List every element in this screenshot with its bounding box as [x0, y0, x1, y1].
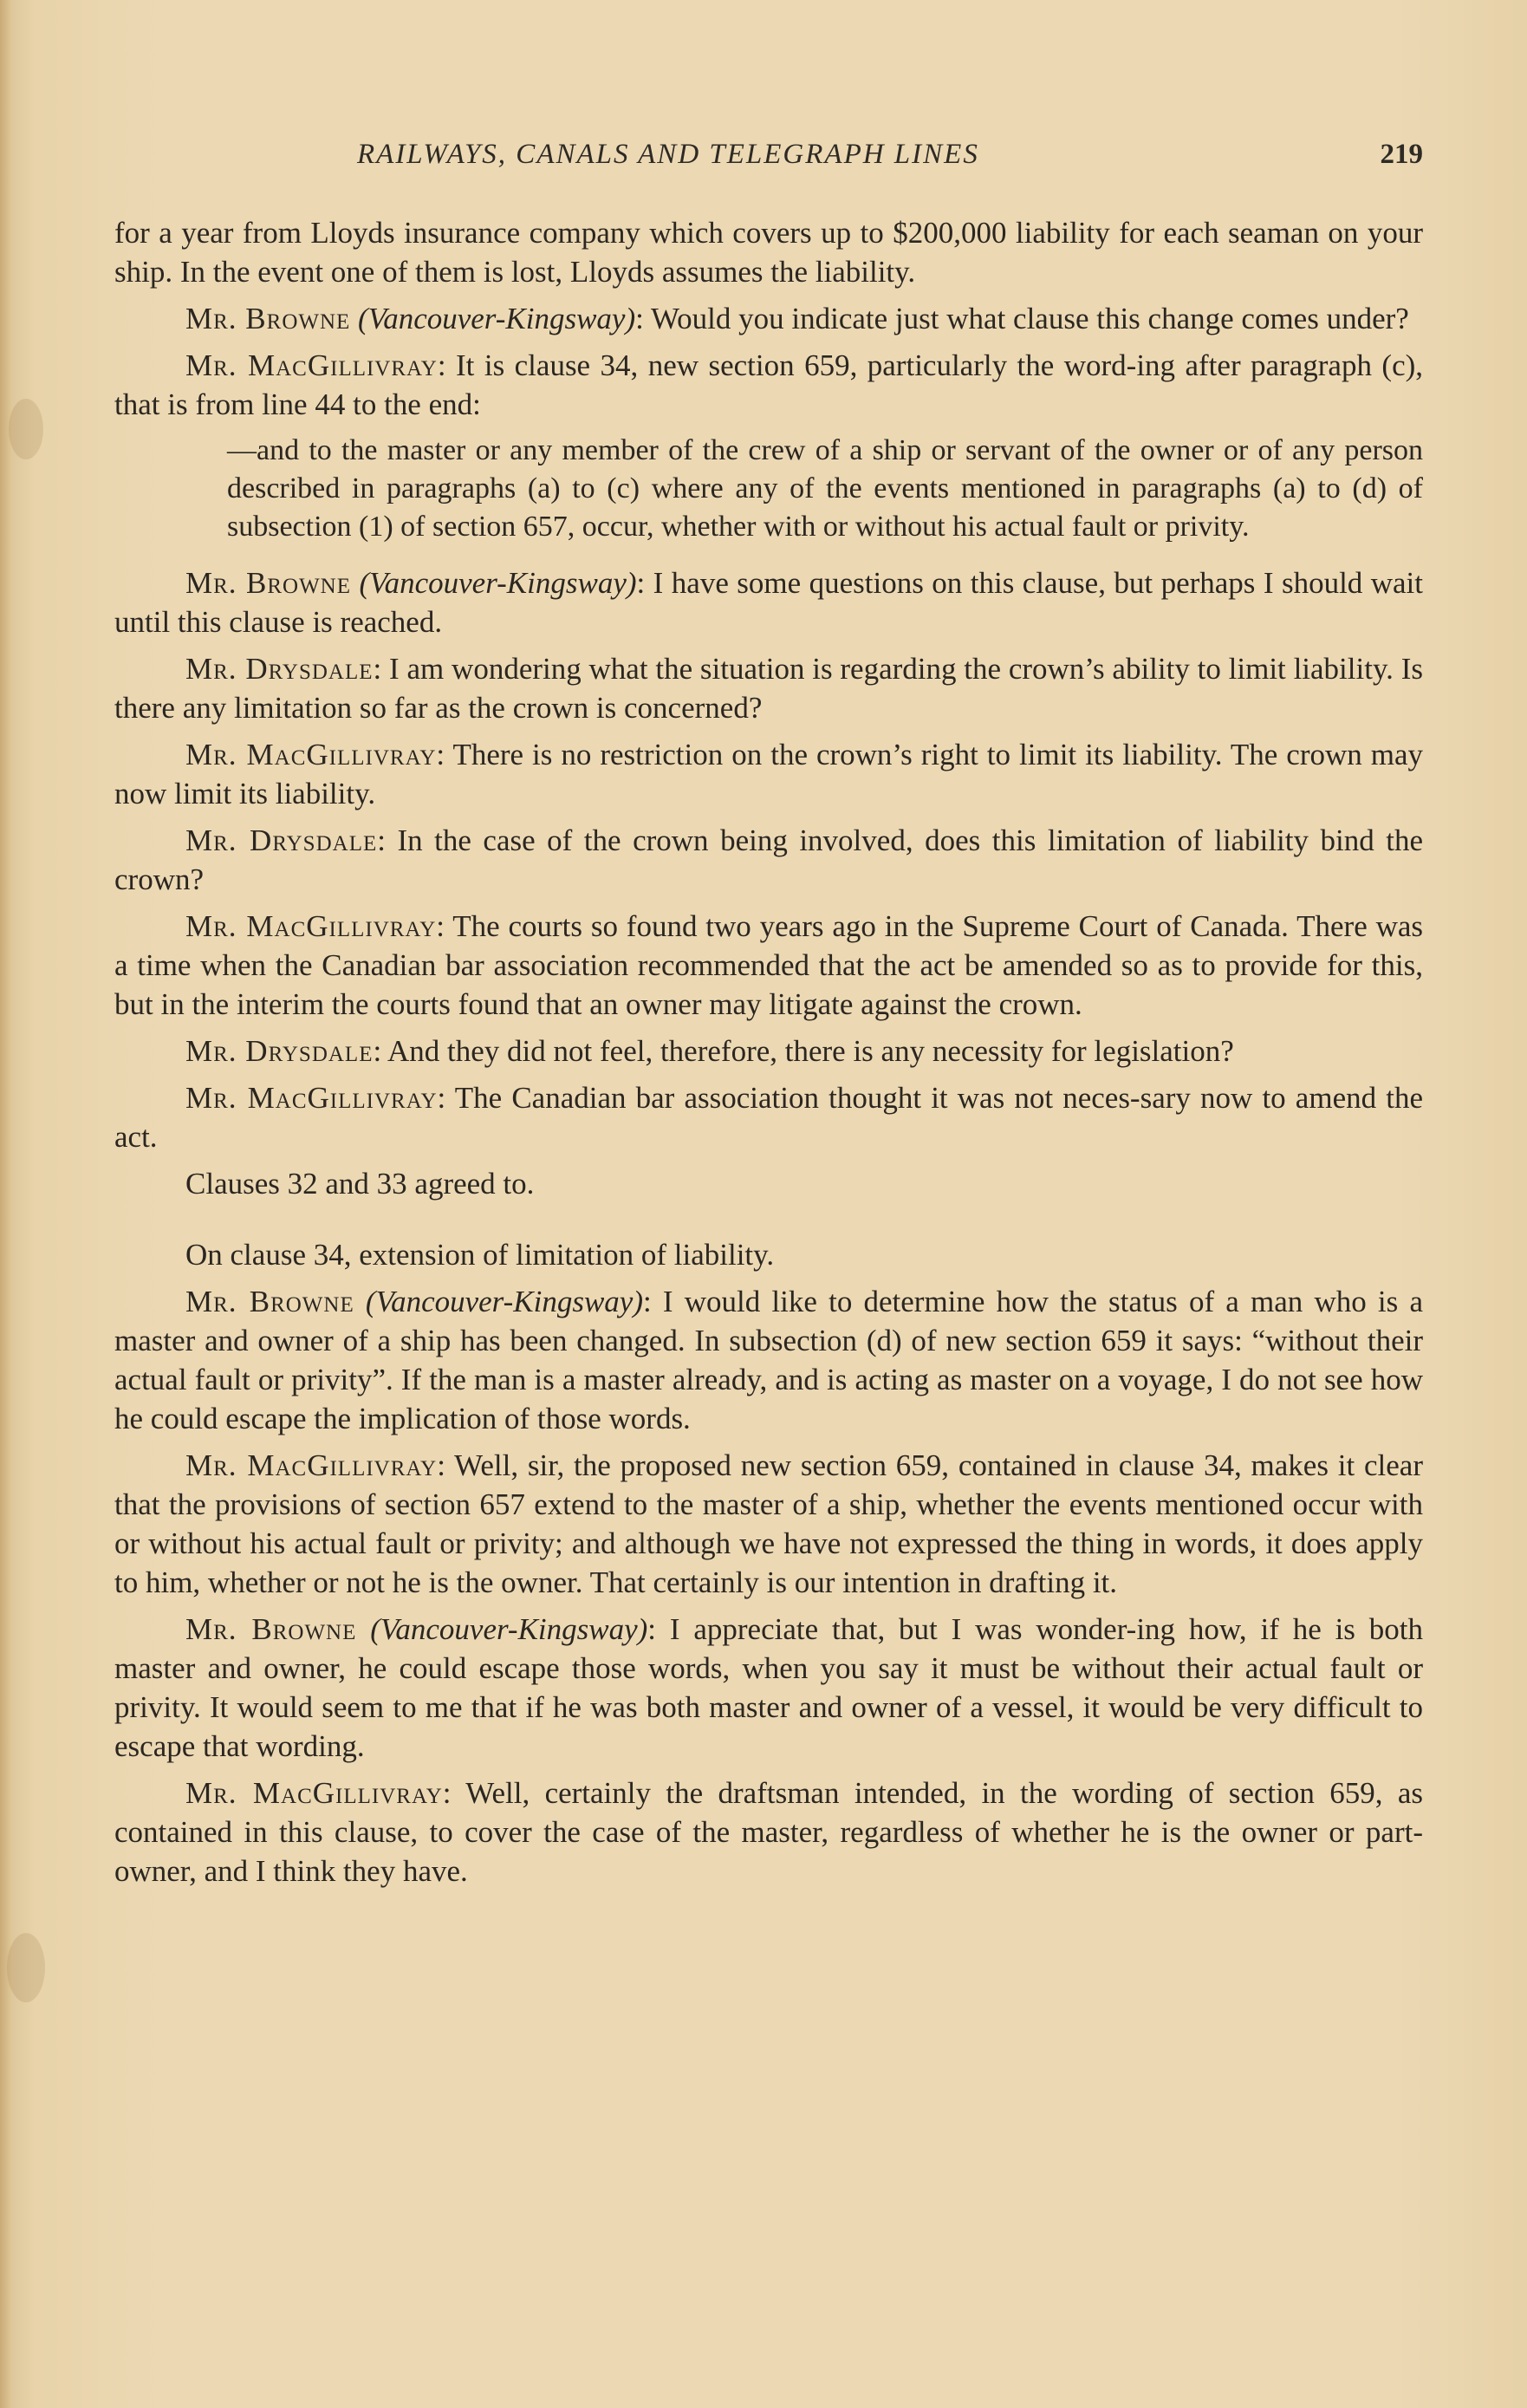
speaker-name: Mr. Drysdale [185, 652, 374, 686]
paragraph-text: : Well, certainly the draftsman intended, in the wording of section 659, as contained in this clause, to cover the case of the master, regardless of whether he is the owner or part-owner, and I think they have. [114, 1776, 1423, 1888]
binding-edge [0, 0, 12, 2408]
speaker-paragraph [114, 1610, 1423, 1766]
speaker-paragraph [114, 1282, 1423, 1438]
speaker-paragraph [114, 1773, 1423, 1891]
speaker-riding: (Vancouver-Kingsway) [358, 302, 636, 335]
speaker-name: Mr. MacGillivray [185, 1081, 438, 1115]
quoted-clause [227, 432, 1423, 546]
speaker-paragraph [114, 1078, 1423, 1156]
page-number: 219 [1380, 139, 1423, 170]
paragraph-text: Clauses 32 and 33 agreed to. [185, 1167, 535, 1201]
paragraph-text: : I am wondering what the situation is regarding the crown’s ability to limit liability. Is there any limitation so far as the crown is concerned? [114, 652, 1423, 725]
speaker-paragraph [114, 1446, 1423, 1602]
paragraph-text: On clause 34, extension of limitation of liability. [185, 1238, 775, 1272]
speaker-paragraph [114, 563, 1423, 641]
speaker-name: Mr. MacGillivray [185, 738, 437, 771]
running-header [114, 139, 1423, 177]
speaker-riding: (Vancouver-Kingsway) [365, 1285, 643, 1318]
paragraph-text: : Would you indicate just what clause this change comes under? [635, 302, 1409, 335]
paragraph [114, 1164, 1423, 1203]
paragraph-text: : In the case of the crown being involved, does this limitation of liability bind the crown? [114, 823, 1423, 896]
speaker-name: Mr. Browne [185, 566, 351, 600]
speaker-name: Mr. MacGillivray [185, 348, 438, 382]
paragraph-text: : And they did not feel, therefore, there is any necessity for legislation? [373, 1034, 1234, 1068]
speaker-name: Mr. Browne [185, 302, 351, 335]
paragraph [114, 213, 1423, 291]
paragraph [114, 1235, 1423, 1274]
speaker-paragraph [114, 649, 1423, 727]
speaker-name: Mr. Browne [185, 1285, 354, 1318]
paragraph-text: : It is clause 34, new section 659, particularly the word-ing after paragraph (c), that is from line 44 to the end: [114, 348, 1424, 421]
page-stain [9, 399, 43, 459]
paragraph-text: —and to the master or any member of the crew of a ship or servant of the owner or of any person described in paragraphs (a) to (c) where any of the events mentioned in paragraphs (a) to (d) of subsection (1) of section 657, occur, whether with or without his actual fault or privity. [227, 434, 1423, 543]
paragraph-text: : I appreciate that, but I was wonder-ing how, if he is both master and owner, he could escape those words, when you say it must be without their actual fault or privity. It would seem to me that if he was both master and owner of a vessel, it would be very difficult to escape that wording. [114, 1612, 1423, 1763]
speaker-riding: (Vancouver-Kingsway) [359, 566, 637, 600]
paragraph-text: for a year from Lloyds insurance company which covers up to $200,000 liability for each seaman on your ship. In the event one of them is lost, Lloyds assumes the liability. [114, 216, 1423, 289]
speaker-paragraph [114, 821, 1423, 899]
section-gap [114, 1211, 1423, 1235]
paragraph-text: : I have some questions on this clause, but perhaps I should wait until this clause is reached. [114, 566, 1424, 639]
speaker-name: Mr. Browne [185, 1612, 357, 1646]
speaker-paragraph [114, 735, 1423, 813]
paragraph-text: : I would like to determine how the status of a man who is a master and owner of a ship has been changed. In subsection (d) of new section 659 it says: “without their actual fault or privity”. If the man is a master already, and is acting as master on a voyage, I do not see how he could escape the implication of those words. [114, 1285, 1423, 1435]
paragraph-text: : Well, sir, the proposed new section 659, contained in clause 34, makes it clear that the provisions of section 657 extend to the master of a ship, whether the events mentioned occur with or without his actual fault or privity; and although we have not expressed the thing in words, it does apply to him, whether or not he is the owner. That certainly is our intention in drafting it. [114, 1448, 1424, 1599]
speaker-name: Mr. MacGillivray [185, 909, 437, 943]
page-stain [7, 1933, 45, 2002]
running-title: RAILWAYS, CANALS AND TELEGRAPH LINES [357, 139, 979, 170]
speaker-paragraph [114, 1032, 1423, 1071]
speaker-name: Mr. Drysdale [185, 823, 378, 857]
speaker-riding: (Vancouver-Kingsway) [370, 1612, 648, 1646]
speaker-name: Mr. MacGillivray [185, 1776, 443, 1810]
paragraph-text: : The courts so found two years ago in the Supreme Court of Canada. There was a time when the Canadian bar association recommended that the act be amended so as to provide for this, but in the interim the courts found that an owner may litigate against the crown. [114, 909, 1424, 1021]
speaker-paragraph [114, 907, 1423, 1024]
speaker-paragraph [114, 346, 1423, 424]
speaker-paragraph [114, 299, 1423, 338]
speaker-name: Mr. MacGillivray [185, 1448, 438, 1482]
body-text [114, 213, 1423, 1898]
speaker-name: Mr. Drysdale [185, 1034, 374, 1068]
paragraph-text: : There is no restriction on the crown’s right to limit its liability. The crown may now limit its liability. [114, 738, 1423, 810]
paragraph-text: : The Canadian bar association thought it was not neces-sary now to amend the act. [114, 1081, 1423, 1154]
